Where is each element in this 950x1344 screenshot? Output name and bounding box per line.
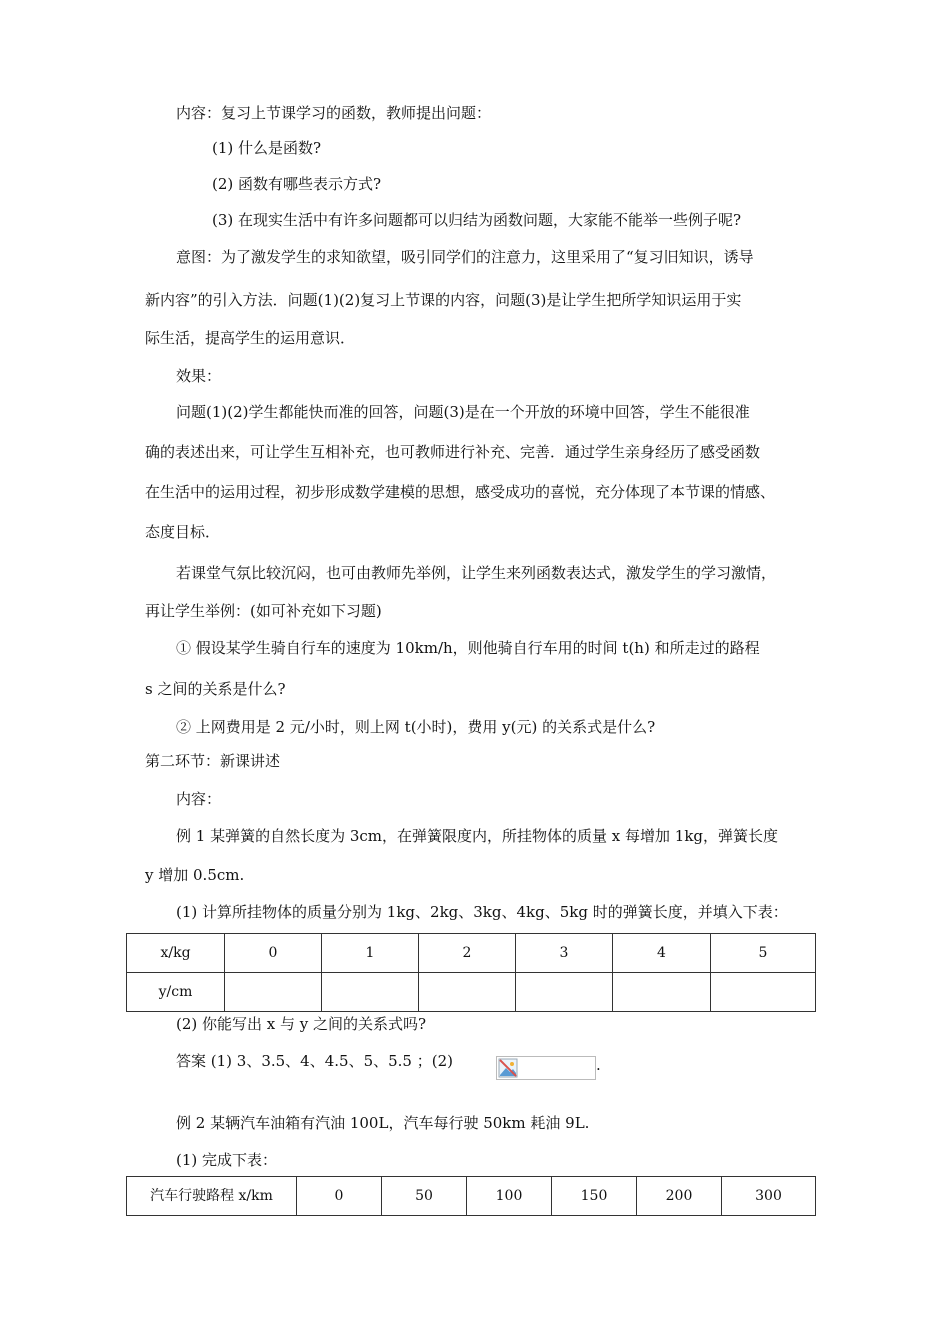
paragraph-line: 再让学生举例：(如可补充如下习题) (145, 602, 382, 620)
table-cell: 100 (467, 1177, 552, 1216)
table-cell (711, 973, 816, 1012)
paragraph-line: 意图：为了激发学生的求知欲望，吸引同学们的注意力，这里采用了“复习旧知识，诱导 (176, 248, 754, 266)
table-cell: 0 (225, 934, 322, 973)
paragraph-line: 确的表述出来，可让学生互相补充，也可教师进行补充、完善．通过学生亲身经历了感受函数 (145, 443, 761, 461)
table-cell: 1 (322, 934, 419, 973)
table-cell: 2 (419, 934, 516, 973)
table-cell (613, 973, 711, 1012)
fuel-distance-table (126, 1176, 816, 1216)
paragraph-line: s 之间的关系是什么? (145, 680, 286, 698)
example-2: 例 2 某辆汽车油箱有汽油 100L，汽车每行驶 50km 耗油 9L. (176, 1114, 590, 1132)
exercise-1: ① 假设某学生骑自行车的速度为 10km/h，则他骑自行车用的时间 t(h) 和所走过的路程 (176, 639, 760, 657)
table-header-cell: x/kg (127, 934, 225, 973)
paragraph-line: 新内容”的引入方法．问题(1)(2)复习上节课的内容，问题(3)是让学生把所学知识运用于实 (145, 291, 742, 309)
paragraph-line: 态度目标． (145, 523, 221, 541)
table-cell: 4 (613, 934, 711, 973)
paragraph-line: 际生活，提高学生的运用意识． (145, 329, 356, 347)
table-row (127, 1177, 816, 1216)
example-1: 例 1 某弹簧的自然长度为 3cm，在弹簧限度内，所挂物体的质量 x 每增加 1kg，弹簧长度 (176, 827, 779, 845)
table-row (127, 973, 816, 1012)
paragraph-line: y 增加 0.5cm. (145, 866, 245, 884)
table-header-cell: y/cm (127, 973, 225, 1012)
formula-image (496, 1056, 596, 1080)
paragraph-line: (2) 你能写出 x 与 y 之间的关系式吗? (176, 1015, 427, 1033)
table-row (127, 934, 816, 973)
table-cell: 50 (382, 1177, 467, 1216)
paragraph-line: 内容： (176, 790, 222, 808)
table-cell (419, 973, 516, 1012)
paragraph-line: 效果： (176, 367, 222, 385)
table-cell: 150 (552, 1177, 637, 1216)
table-cell: 5 (711, 934, 816, 973)
table-header-cell: 汽车行驶路程 x/km (127, 1177, 297, 1216)
paragraph-line: 问题(1)(2)学生都能快而准的回答，问题(3)是在一个开放的环境中回答，学生不能很准 (176, 403, 750, 421)
table-cell (225, 973, 322, 1012)
table-cell (516, 973, 613, 1012)
question-2: (2) 函数有哪些表示方式? (212, 175, 382, 193)
paragraph-line: 若课堂气氛比较沉闷，也可由教师先举例，让学生来列函数表达式，激发学生的学习激情， (176, 564, 777, 582)
answer-period: . (596, 1056, 601, 1074)
broken-image-icon (498, 1058, 518, 1078)
spring-length-table (126, 933, 816, 1012)
question-3: (3) 在现实生活中有许多问题都可以归结为函数问题，大家能不能举一些例子呢? (212, 211, 742, 229)
paragraph-line: (1) 完成下表： (176, 1151, 278, 1169)
section-heading: 第二环节：新课讲述 (145, 752, 281, 770)
question-1: (1) 什么是函数? (212, 139, 322, 157)
exercise-2: ② 上网费用是 2 元/小时，则上网 t(小时)，费用 y(元) 的关系式是什么? (176, 718, 656, 736)
paragraph-line: 在生活中的运用过程，初步形成数学建模的思想，感受成功的喜悦，充分体现了本节课的情感、 (145, 483, 776, 501)
table-cell: 0 (297, 1177, 382, 1216)
table-cell: 300 (722, 1177, 816, 1216)
paragraph-line: 内容：复习上节课学习的函数，教师提出问题： (176, 104, 492, 122)
paragraph-line: (1) 计算所挂物体的质量分别为 1kg、2kg、3kg、4kg、5kg 时的弹簧长度，并填入下表： (176, 903, 788, 921)
answer-line: 答案 (1) 3、3.5、4、4.5、5、5.5 ；(2) (176, 1052, 453, 1070)
table-cell: 200 (637, 1177, 722, 1216)
table-cell: 3 (516, 934, 613, 973)
table-cell (322, 973, 419, 1012)
